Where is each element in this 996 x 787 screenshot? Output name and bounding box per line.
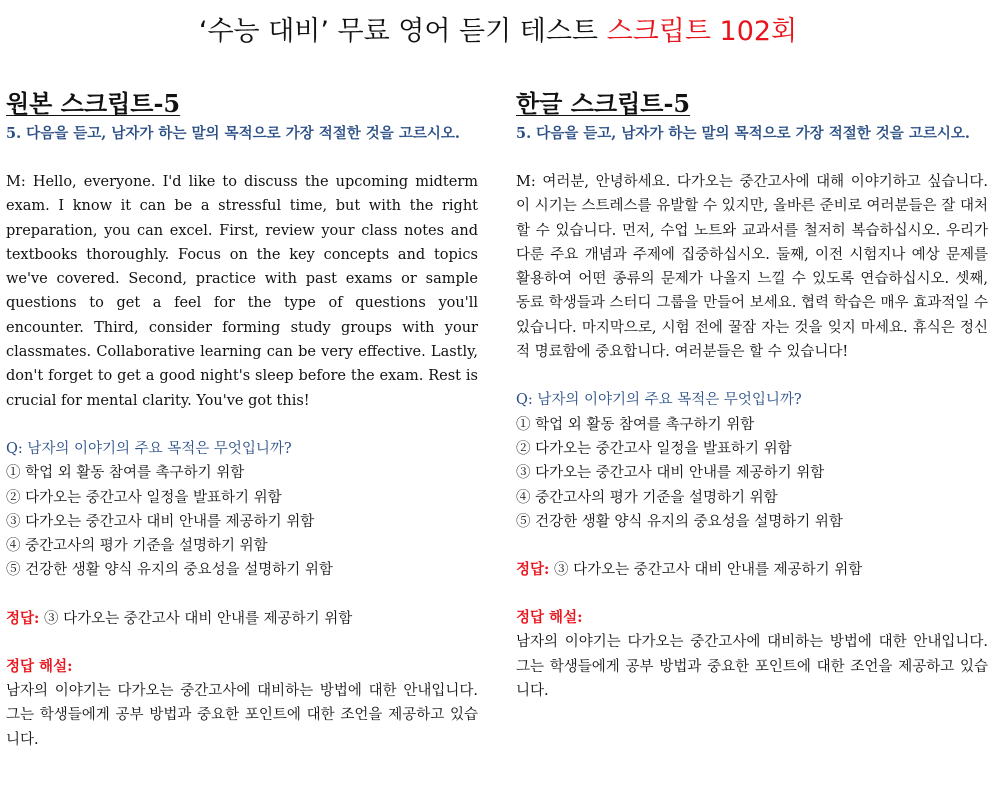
original-script-column [6,88,478,752]
explanation-text: 남자의 이야기는 다가오는 중간고사에 대비하는 방법에 대한 안내입니다. 그는 학생들에게 공부 방법과 중요한 포인트에 대한 조언을 제공하고 있습니다. [516,634,988,700]
option-4: ④ 중간고사의 평가 기준을 설명하기 위함 [516,489,778,506]
option-5: ⑤ 건강한 생활 양식 유지의 중요성을 설명하기 위함 [516,513,843,530]
original-script-heading: 원본 스크립트-5 [6,89,181,118]
question-instruction: 5. 다음을 듣고, 남자가 하는 말의 목적으로 가장 적절한 것을 고르시오. [6,125,460,142]
option-2: ② 다가오는 중간고사 일정을 발표하기 위함 [516,440,792,457]
page-title [0,12,996,52]
title-main: ‘수능 대비’ 무료 영어 듣기 테스트 [198,16,599,47]
option-3: ③ 다가오는 중간고사 대비 안내를 제공하기 위함 [516,465,825,482]
answer-label: 정답: [516,561,550,579]
answer-label: 정답: [6,609,40,627]
answer-line [516,558,988,582]
answer-text: ③ 다가오는 중간고사 대비 안내를 제공하기 위함 [549,562,863,579]
option-3: ③ 다가오는 중간고사 대비 안내를 제공하기 위함 [6,513,315,530]
option-1: ① 학업 외 활동 참여를 촉구하기 위함 [516,416,755,433]
explanation-block [6,655,478,752]
script-text: M: 여러분, 안녕하세요. 다가오는 중간고사에 대해 이야기하고 싶습니다. 이 시기는 스트레스를 유발할 수 있지만, 올바른 준비로 여러분들은 잘 대처할 수 있습니다. 먼저, 수업 노트와 교과서를 철저히 복습하십시오. 우리가 다룬 주요 개념과 주제에 집중하십시오. 둘째, 이전 시험지나 예상 문제를 활용하여 어떤 종류의 문제가 나올지 느낄 수 있도록 연습하십시오. 셋째, 동료 학생들과 스터디 그룹을 만들어 보세요. 협력 학습은 매우 효과적일 수 있습니다. 마지막으로, 시험 전에 꿀잠 자는 것을 잊지 마세요. 휴식은 정신적 명료함에 중요합니다. 여러분들은 할 수 있습니다! [516,174,988,361]
option-5: ⑤ 건강한 생활 양식 유지의 중요성을 설명하기 위함 [6,562,333,579]
option-1: ① 학업 외 활동 참여를 촉구하기 위함 [6,465,245,482]
option-2: ② 다가오는 중간고사 일정을 발표하기 위함 [6,489,282,506]
korean-script-heading: 한글 스크립트-5 [516,89,691,118]
korean-script-column [516,88,988,703]
title-highlight: 스크립트 102회 [606,16,798,47]
question-prompt: Q: 남자의 이야기의 주요 목적은 무엇입니까? [6,440,292,457]
explanation-block [516,606,988,703]
question-block [6,437,478,583]
explanation-text: 남자의 이야기는 다가오는 중간고사에 대비하는 방법에 대한 안내입니다. 그는 학생들에게 공부 방법과 중요한 포인트에 대한 조언을 제공하고 있습니다. [6,683,478,748]
answer-line [6,607,478,631]
explanation-label: 정답 해설: [6,657,73,675]
script-text: M: Hello, everyone. I'd like to discuss the upcoming midterm exam. I know it can be a stressful time, but with the right preparation, you can excel. First, review your class notes and textbooks thoroughly. Focus on the key concepts and topics we've covered. Second, practice with past exams or sample questions to get a feel for the type of questions you'll encounter. Third, consider forming study groups with your classmates. Collaborative learning can be very effective. Lastly, don't forget to get a good night's sleep before the exam. Rest is crucial for mental clarity. You've got this! [6,174,478,409]
question-prompt: Q: 남자의 이야기의 주요 목적은 무엇입니까? [516,392,802,409]
question-block [516,388,988,534]
option-4: ④ 중간고사의 평가 기준을 설명하기 위함 [6,538,268,555]
explanation-label: 정답 해설: [516,609,583,627]
answer-text: ③ 다가오는 중간고사 대비 안내를 제공하기 위함 [39,610,353,627]
question-instruction: 5. 다음을 듣고, 남자가 하는 말의 목적으로 가장 적절한 것을 고르시오. [516,125,970,142]
